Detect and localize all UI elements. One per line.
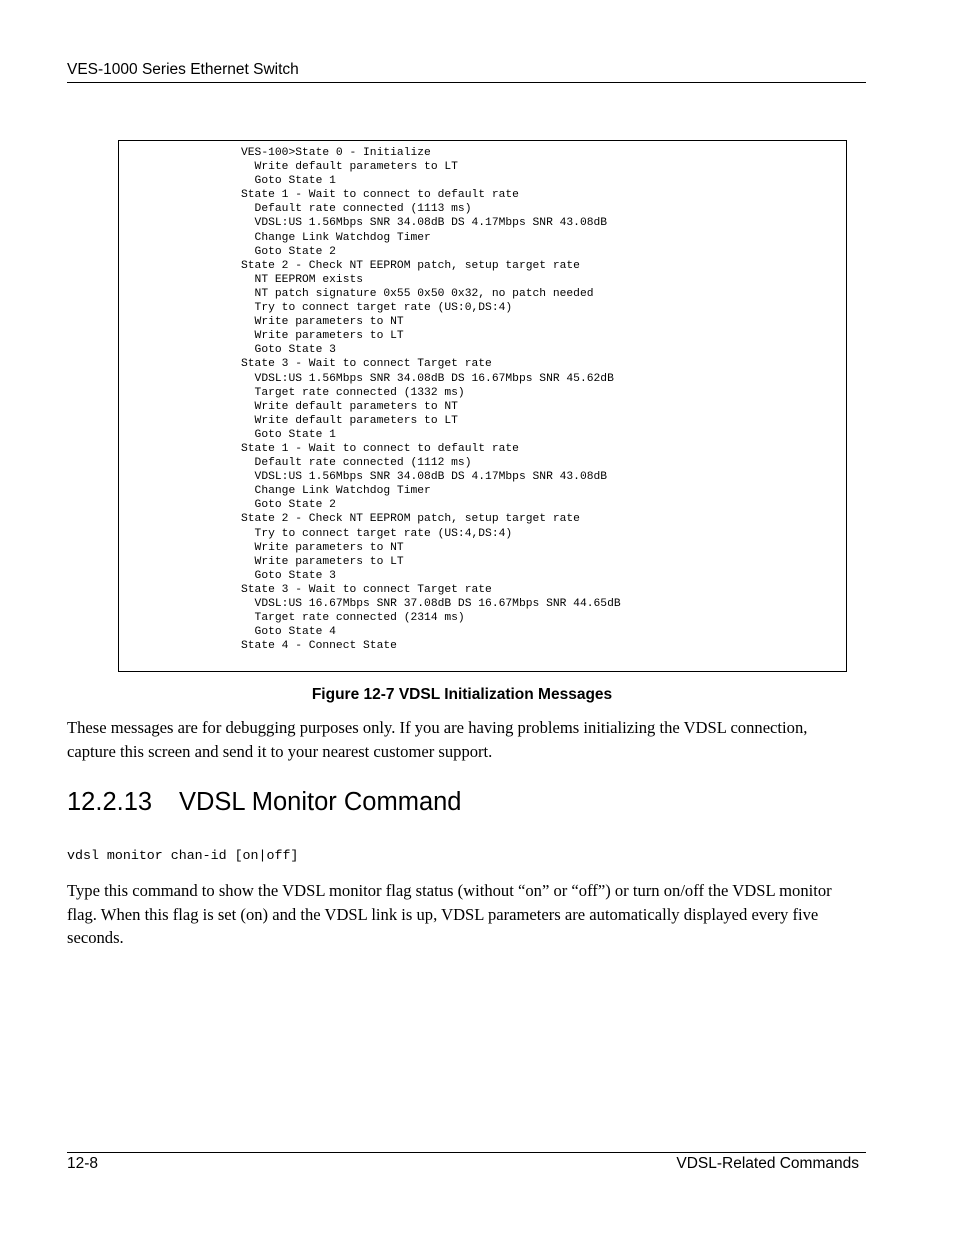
console-line: VES-100>State 0 - Initialize [241,147,431,159]
command-syntax: vdsl monitor chan-id [on|off] [67,848,299,863]
page-footer [67,1152,866,1177]
console-line: Write default parameters to NT [241,400,458,413]
page-number: 12-8 [67,1155,99,1172]
paragraph-debug-note: These messages are for debugging purposes only. If you are having problems initializing the VDSL connection, capture this screen and send it to your nearest customer support. [67,718,808,761]
chapter-title: VDSL-Related Commands [676,1155,859,1172]
console-line: Change Link Watchdog Timer [241,485,431,498]
console-line: Goto State 1 [241,428,336,441]
console-line: Write default parameters to LT [241,414,458,427]
console-line: Target rate connected (2314 ms) [241,612,465,625]
console-line: State 2 - Check NT EEPROM patch, setup target rate [241,259,580,272]
section-title: VDSL Monitor Command [179,788,462,816]
section-heading [67,788,462,817]
console-line: NT patch signature 0x55 0x50 0x32, no patch needed [241,287,594,300]
console-line: Try to connect target rate (US:4,DS:4) [241,527,513,540]
console-line: Goto State 2 [241,499,336,512]
console-line: NT EEPROM exists [241,273,364,286]
console-line: Goto State 2 [241,245,336,258]
console-line: Write parameters to NT [241,541,404,554]
console-line: Write default parameters to LT [241,161,458,174]
console-line: Write parameters to LT [241,330,404,343]
console-line: Default rate connected (1112 ms) [241,457,472,470]
console-line: VDSL:US 16.67Mbps SNR 37.08dB DS 16.67Mbps SNR 44.65dB [241,598,621,610]
console-line: State 3 - Wait to connect Target rate [241,358,492,371]
header-title: VES-1000 Series Ethernet Switch [67,61,299,78]
console-output [241,146,621,653]
console-line: VDSL:US 1.56Mbps SNR 34.08dB DS 4.17Mbps SNR 43.08dB [241,471,608,484]
console-line: State 1 - Wait to connect to default rate [241,189,519,202]
console-line: Write parameters to NT [241,316,404,329]
console-line: Goto State 1 [241,175,336,188]
section-number: 12.2.13 [67,788,153,816]
console-line: Goto State 4 [241,626,336,639]
console-line: State 4 - Connect State [241,640,397,653]
console-line: Change Link Watchdog Timer [241,231,431,244]
console-line: Try to connect target rate (US:0,DS:4) [241,302,513,315]
console-line: State 3 - Wait to connect Target rate [241,583,492,596]
console-line: Write parameters to LT [241,555,404,568]
console-line: State 2 - Check NT EEPROM patch, setup target rate [241,513,580,526]
console-line: VDSL:US 1.56Mbps SNR 34.08dB DS 4.17Mbps SNR 43.08dB [241,217,608,230]
page-header [67,60,866,83]
console-line: Goto State 3 [241,569,336,582]
console-line: Target rate connected (1332 ms) [241,386,465,399]
paragraph-monitor-description: Type this command to show the VDSL monitor flag status (without “on” or “off”) or turn on/off the VDSL monitor flag. When this flag is set (on) and the VDSL link is up, VDSL parameters are automatically displayed every five seconds. [67,881,832,947]
console-line: Default rate connected (1113 ms) [241,203,472,216]
console-line: VDSL:US 1.56Mbps SNR 34.08dB DS 16.67Mbps SNR 45.62dB [241,372,614,385]
console-line: State 1 - Wait to connect to default rate [241,442,519,455]
console-line: Goto State 3 [241,344,336,357]
figure-caption: Figure 12-7 VDSL Initialization Messages [311,686,613,703]
